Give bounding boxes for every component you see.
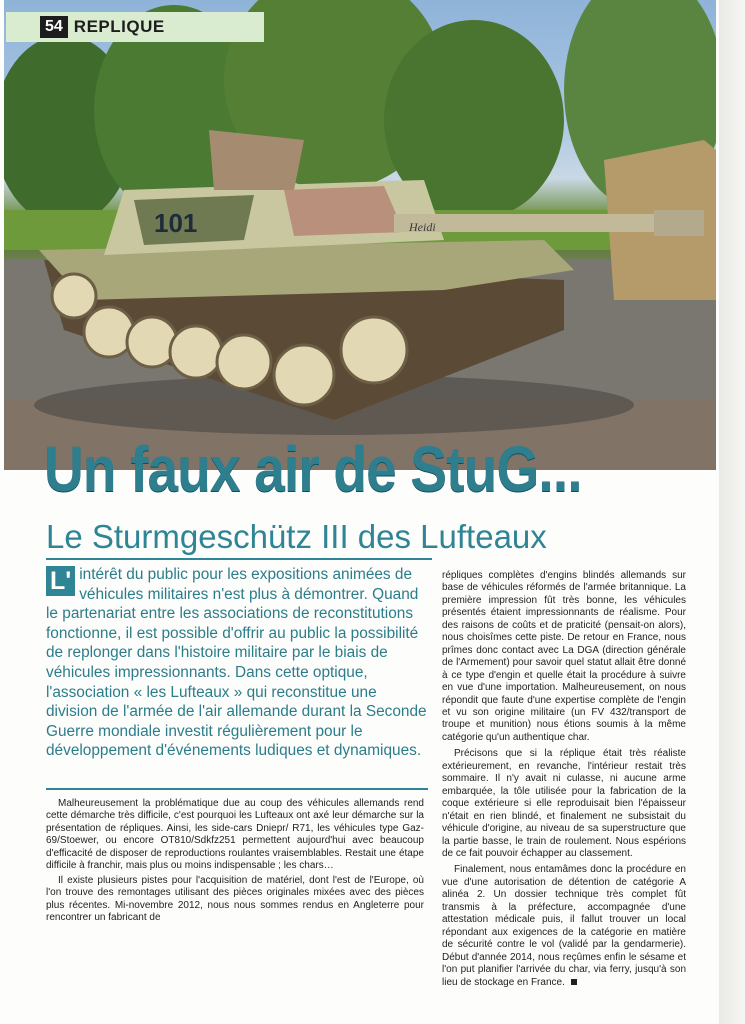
body-column-1 (46, 798, 424, 925)
paragraph: Malheureusement la problématique due au coup des véhicules allemands rend cette démarche très difficile, c'est pourquoi les Lufteaux ont axé leur démarche sur la présentation de répliques. Ainsi, les side-cars Dniepr/ R71, les véhicules type Gaz-69/Stoewer, ou encore OT810/Sdkfz251 permettent aujourd'hui avec beaucoup d'efficacité de disposer de reproductions roulantes vraisemblables. Restait une étape difficile à franchir, mais plus ou moins indispensable ; les chars… (46, 798, 424, 872)
barrel-marking: Heidi (409, 220, 436, 234)
paragraph: Il existe plusieurs pistes pour l'acquisition de matériel, dont l'est de l'Europe, où l'on trouve des remontages utilisant des pièces originales mixées avec des pièces plus récentes. Mi-novembre 2012, nous nous sommes rendus en Angleterre pour rencontrer un fabricant de (46, 874, 424, 924)
end-mark (571, 979, 577, 985)
tank-photo (4, 0, 716, 470)
paragraph: répliques complètes d'engins blindés allemands sur base de véhicules réformés de l'armée britannique. La première impression fût très bonne, les véhicules présentés étaient impressionnants de réalisme. Pour des raisons de coûts et de praticité (pensait-on alors), nous choisîmes cette piste. De retour en France, nous prîmes donc contact avec La DGA (direction générale de l'Armement) pour savoir quel statut allait être donné à ce type d'engin et quelle était la procédure à suivre en vue d'une importation. Malheureusement, on nous répondit que faute d'une expertise complète de l'engin et vu son origine militaire (un FV 432/transport de troupe et munition) nous étions soumis à la même catégorie qu'un authentique char. (442, 570, 686, 743)
intro-text: intérêt du public pour les expositions animées de véhicules militaires n'est plus à démontrer. Quand le partenariat entre les associations de reconstitutions fonctionne, il est possible d'offrir au public la possibilité de replonger dans l'histoire militaire par le biais de véhicules impressionnants. Dans cette optique, l'association « les Lufteaux » qui reconstitue une division de l'armée de l'air allemande durant la Seconde Guerre mondiale investit régulièrement pour le développement d'événements ludiques et dynamiques. (46, 566, 427, 760)
paragraph (442, 864, 686, 989)
drop-cap: L' (46, 566, 75, 596)
page-number: 54 (40, 16, 68, 38)
page-edge (719, 0, 745, 1024)
divider (46, 788, 428, 790)
paragraph-text: Finalement, nous entamâmes donc la procédure en vue d'une autorisation de détention de catégorie A alinéa 2. Un dossier technique très complet fût transmis à la préfecture, accompagnée d'une attestation médicale puis, il fallut trouver un local répondant aux exigences de la catégorie en matière de sécurité contre le vol (validé par la gendarmerie). Début d'année 2014, nous reçûmes enfin le sésame et l'on put planifier l'arrivée du char, via ferry, jusqu'à son lieu de stockage en France. (442, 864, 686, 988)
section-label: REPLIQUE (73, 17, 165, 36)
divider (46, 558, 432, 560)
section-header (6, 12, 264, 42)
article-subtitle: Le Sturmgeschütz III des Lufteaux (46, 518, 547, 555)
paragraph: Précisons que si la réplique était très réaliste extérieurement, en revanche, l'intérieur restait très sommaire. Il n'y avait ni culasse, ni aucune arme embarquée, la tôle utilisée pour la fabrication de la coque extérieure si elle reproduisait bien l'épaisseur n'était en rien blindé, et finalement ne subsistait du véhicule d'origine, au niveau de sa superstructure que la partie basse, le train de roulement. Nous espérions de ce fait pouvoir échapper au classement. (442, 748, 686, 859)
article-intro (46, 565, 428, 761)
body-column-2 (442, 570, 686, 989)
tank-illustration (4, 0, 716, 470)
article-title: Un faux air de StuG... (44, 433, 582, 505)
hull-marking: 101 (154, 208, 198, 238)
